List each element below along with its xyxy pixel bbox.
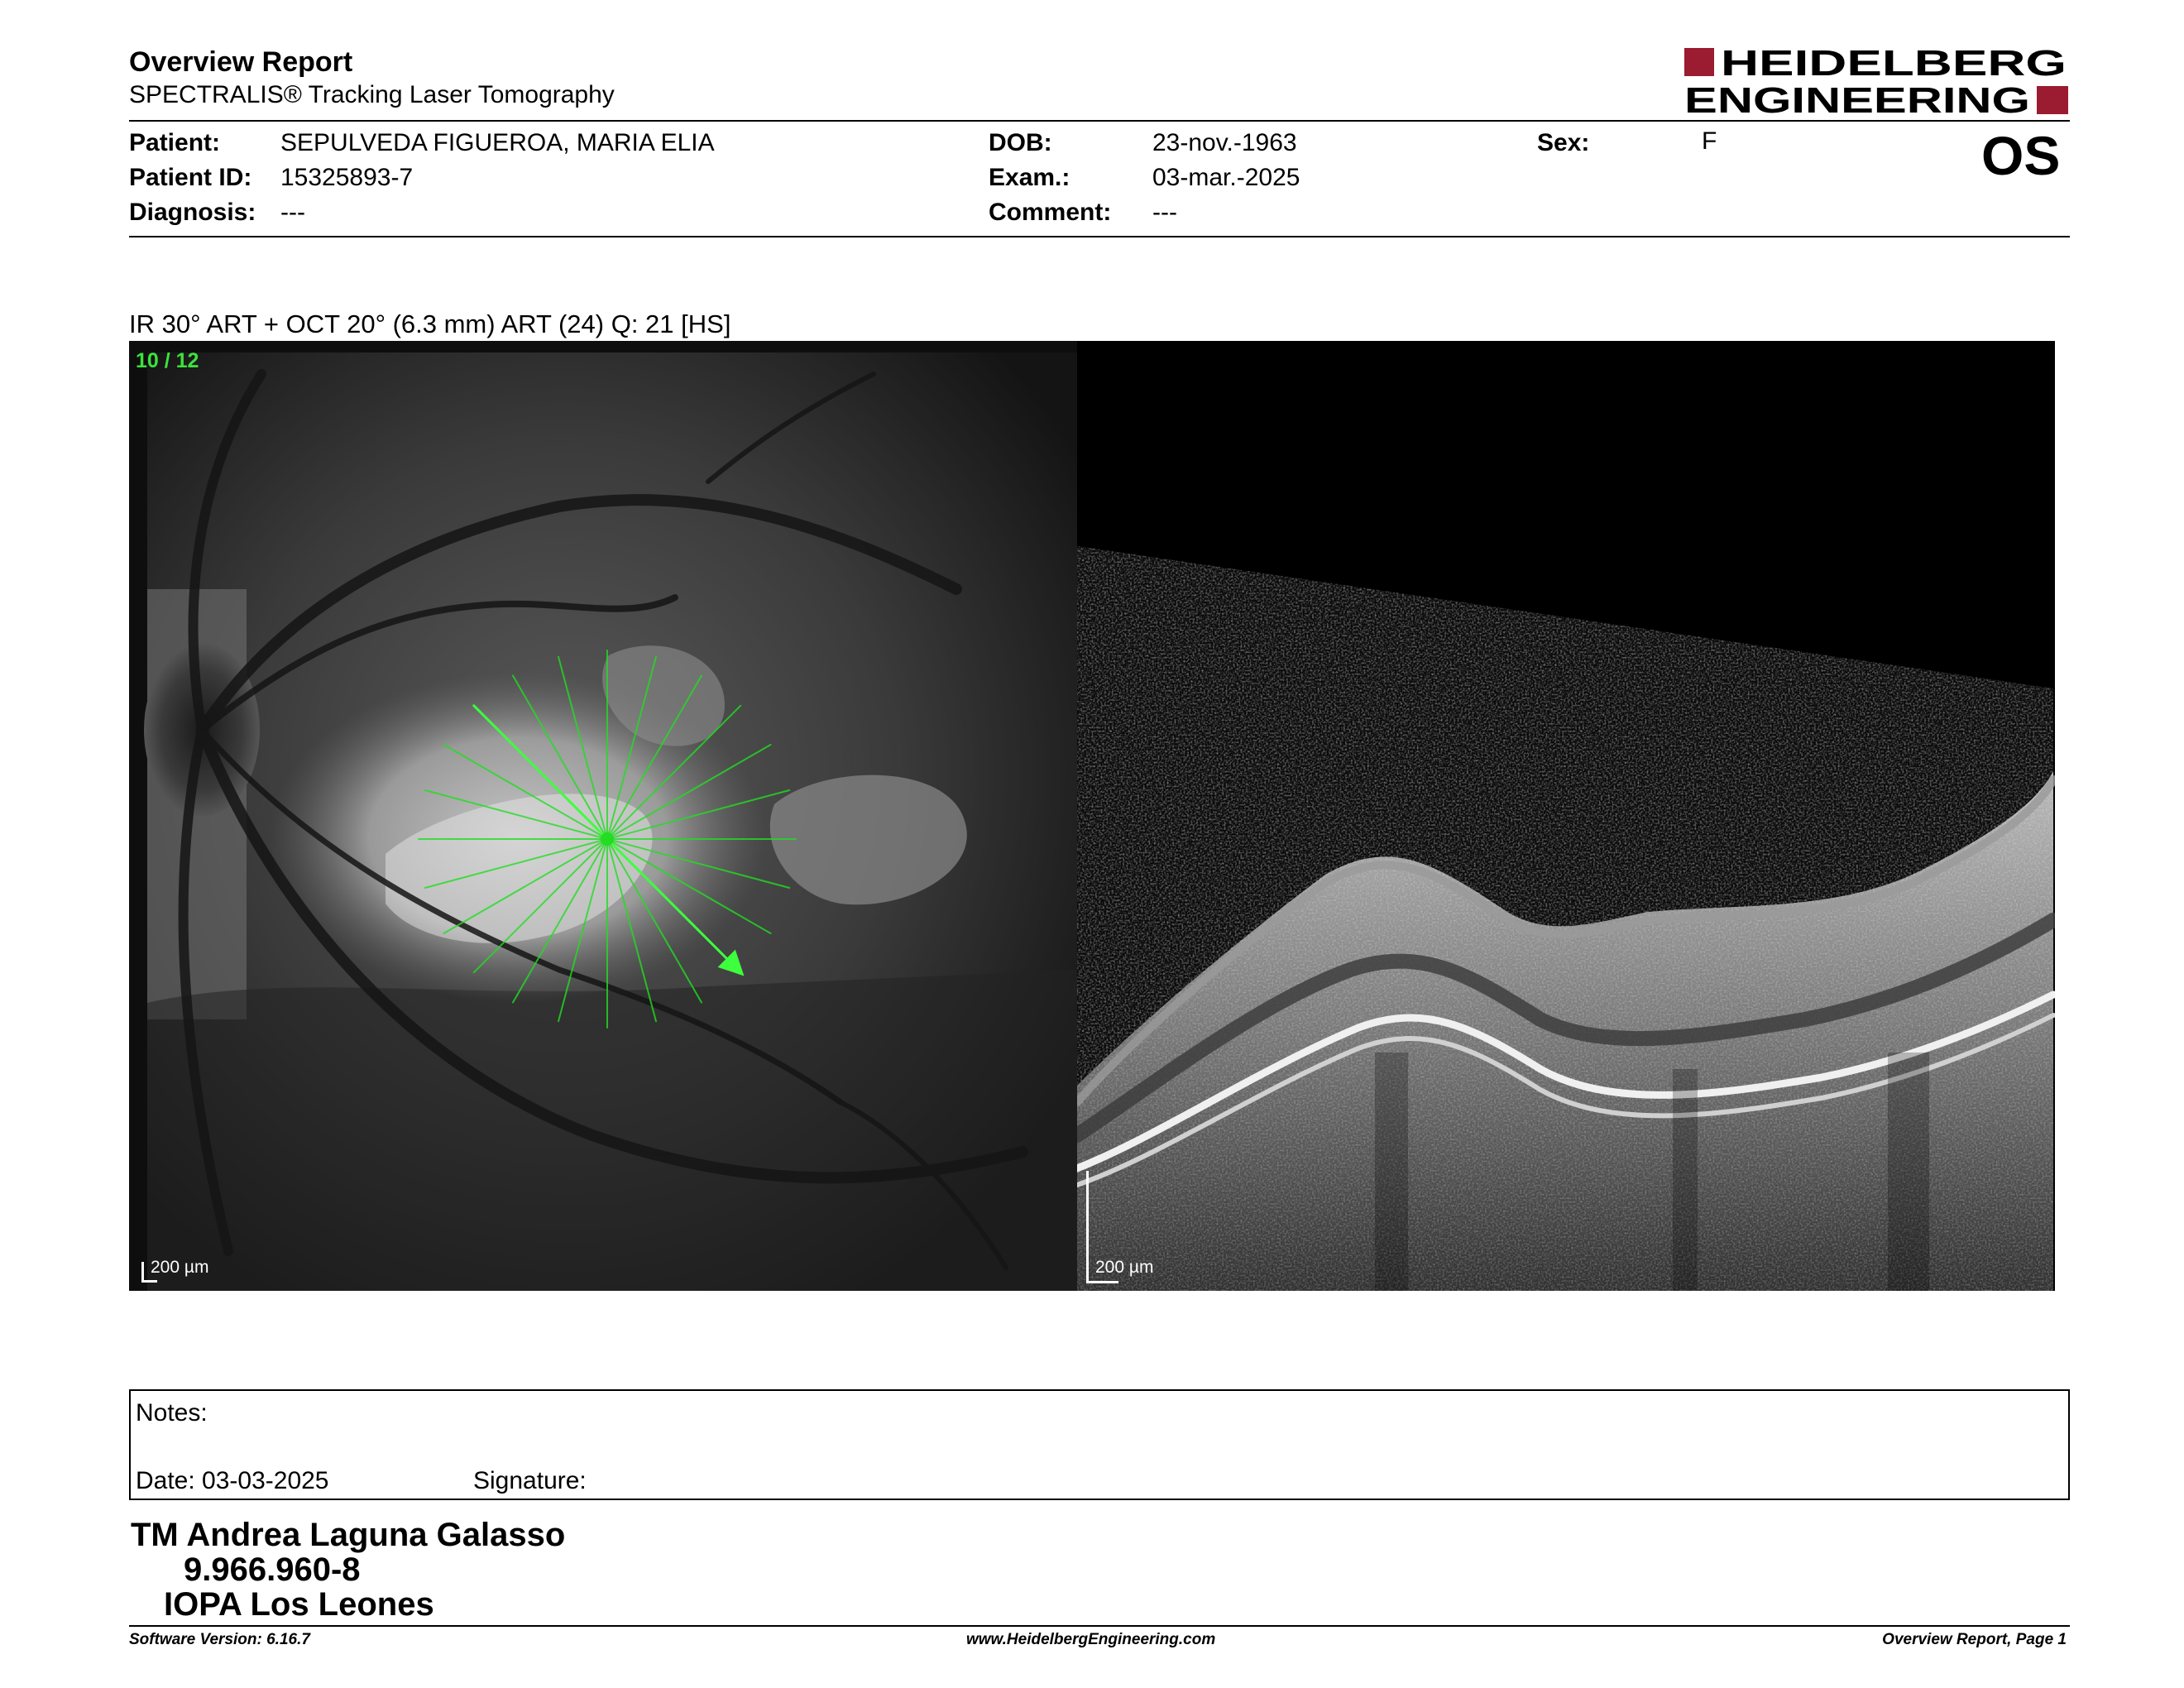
- heidelberg-logo: [1684, 46, 2068, 116]
- technician-name: TM Andrea Laguna Galasso: [131, 1517, 566, 1553]
- scan-center-dot: [601, 832, 614, 846]
- logo-red-block-top: [1684, 48, 1714, 76]
- report-title: Overview Report: [129, 46, 353, 78]
- patient-label: Patient:: [129, 129, 221, 156]
- diagnosis-value: ---: [280, 199, 305, 226]
- notes-label: Notes:: [136, 1399, 208, 1427]
- oct-bscan-image: [1077, 341, 2055, 1291]
- footer-rule: [129, 1625, 2070, 1627]
- patient-info-rule: [129, 236, 2070, 237]
- sex-label: Sex:: [1537, 129, 1590, 156]
- header-rule: [129, 120, 2070, 122]
- technician-id: 9.966.960-8: [184, 1551, 361, 1588]
- logo-red-block-bottom: [2037, 86, 2068, 114]
- institution-name: IOPA Los Leones: [164, 1586, 434, 1623]
- scan-caption: IR 30° ART + OCT 20° (6.3 mm) ART (24) Q: 21 [HS]: [129, 309, 731, 338]
- sex-value: F: [1702, 127, 1717, 155]
- patient-id-label: Patient ID:: [129, 164, 252, 191]
- report-subtitle: SPECTRALIS® Tracking Laser Tomography: [129, 81, 615, 108]
- date-label: Date: 03-03-2025: [136, 1467, 329, 1494]
- comment-label: Comment:: [989, 199, 1112, 226]
- bscan-graphic: [1077, 341, 2055, 1291]
- exam-value: 03-mar.-2025: [1152, 164, 1300, 191]
- frame-counter: 10 / 12: [136, 349, 199, 372]
- software-version: Software Version: 6.16.7: [129, 1631, 310, 1648]
- dob-value: 23-nov.-1963: [1152, 129, 1297, 156]
- notes-box: [129, 1389, 2070, 1500]
- signature-label: Signature:: [473, 1467, 587, 1494]
- logo-line-2: ENGINEERING: [1684, 80, 2030, 116]
- patient-name: SEPULVEDA FIGUEROA, MARIA ELIA: [280, 129, 715, 156]
- diagnosis-label: Diagnosis:: [129, 199, 256, 226]
- comment-value: ---: [1152, 199, 1177, 226]
- patient-id: 15325893-7: [280, 164, 414, 191]
- image-panel: [129, 341, 2055, 1291]
- fundus-image: [129, 341, 1077, 1291]
- eye-indicator: OS: [1981, 125, 2061, 186]
- bscan-scale-label: 200 µm: [1095, 1258, 1154, 1277]
- website-link[interactable]: www.HeidelbergEngineering.com: [966, 1631, 1216, 1648]
- logo-line-1: HEIDELBERG: [1721, 46, 2067, 84]
- fundus-scale-label: 200 µm: [151, 1258, 209, 1277]
- dob-label: DOB:: [989, 129, 1052, 156]
- radial-scan-overlay: [129, 341, 1077, 1291]
- page-indicator: Overview Report, Page 1: [1882, 1631, 2067, 1648]
- exam-label: Exam.:: [989, 164, 1070, 191]
